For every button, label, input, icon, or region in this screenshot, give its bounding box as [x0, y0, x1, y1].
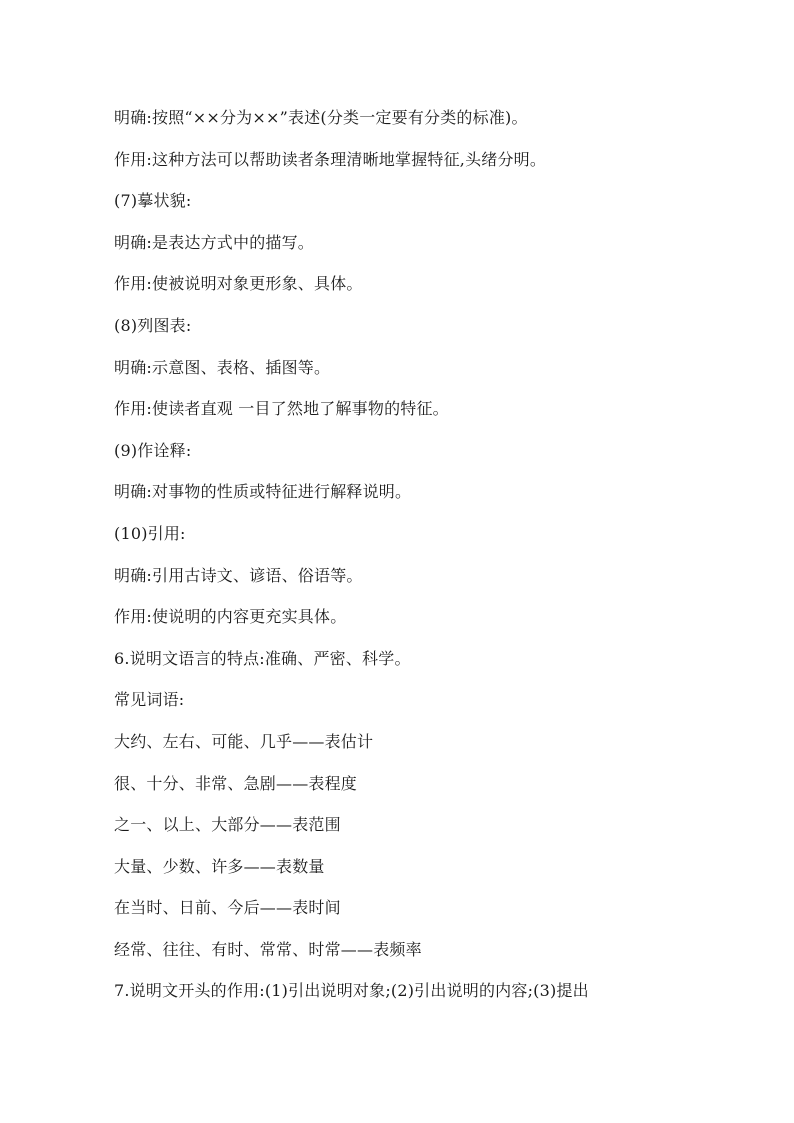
text-line: 6.说明文语言的特点:准确、严密、科学。 [114, 648, 411, 668]
text-line: (8)列图表: [114, 315, 192, 335]
text-line: 明确:引用古诗文、谚语、俗语等。 [114, 565, 363, 585]
text-line: 之一、以上、大部分——表范围 [114, 815, 341, 835]
text-line: 明确:按照“××分为××”表述(分类一定要有分类的标准)。 [114, 108, 528, 127]
text-line: 很、十分、非常、急剧——表程度 [114, 773, 358, 793]
text-line: 明确:是表达方式中的描写。 [114, 232, 314, 252]
text-line: 经常、往往、有时、常常、时常——表频率 [114, 939, 422, 959]
text-line: 明确:对事物的性质或特征进行解释说明。 [114, 482, 412, 502]
document-body [114, 100, 714, 1015]
text-line: 在当时、日前、今后——表时间 [114, 898, 341, 918]
text-line: 作用:使读者直观 一目了然地了解事物的特征。 [114, 399, 449, 419]
text-line: 作用:使说明的内容更充实具体。 [114, 607, 347, 627]
text-line: (7)摹状貌: [114, 191, 192, 211]
text-line: 作用:这种方法可以帮助读者条理清晰地掌握特征,头绪分明。 [114, 149, 547, 169]
text-line: 7.说明文开头的作用:(1)引出说明对象;(2)引出说明的内容;(3)提出 [114, 981, 589, 1001]
text-line: (10)引用: [114, 523, 186, 543]
text-line: 作用:使被说明对象更形象、具体。 [114, 274, 363, 294]
text-line: (9)作诠释: [114, 440, 192, 460]
text-line: 大量、少数、许多——表数量 [114, 856, 325, 876]
text-line: 明确:示意图、表格、插图等。 [114, 357, 331, 377]
text-line: 大约、左右、可能、几乎——表估计 [114, 731, 374, 751]
text-line: 常见词语: [114, 690, 185, 710]
